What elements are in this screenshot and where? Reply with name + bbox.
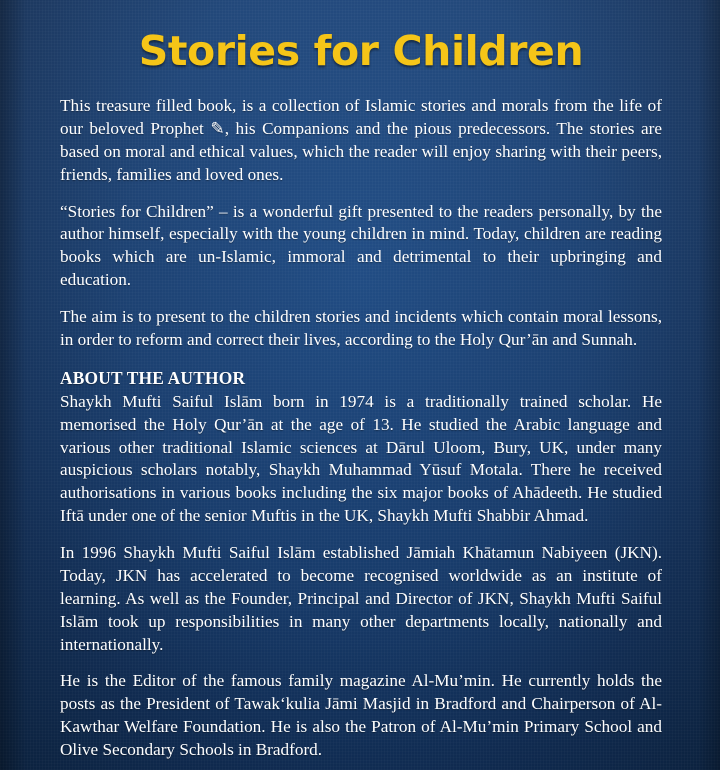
- blurb-paragraph-2: “Stories for Children” – is a wonderful gift presented to the readers personally, by the author himself, especially with the young children in mind. Today, children are reading books which are un-Islamic, immoral and detrimental to their upbringing and education.: [60, 201, 662, 290]
- author-paragraph-2: In 1996 Shaykh Mufti Saiful Islām established Jāmiah Khātamun Nabiyeen (JKN). Today, JKN has accelerated to become recognised worldwide as an institute of learning. As well as the Founder, Principal and Director of JKN, Shaykh Mufti Saiful Islām took up responsibilities in many other departments locally, nationally and internationally.: [60, 543, 662, 654]
- about-the-author-section: [60, 368, 662, 762]
- blurb-paragraph-3: The aim is to present to the children stories and incidents which contain moral lessons, in order to reform and correct their lives, according to the Holy Qur’ān and Sunnah.: [60, 307, 662, 349]
- blurb-section: [60, 95, 662, 352]
- author-paragraph-1: Shaykh Mufti Saiful Islām born in 1974 is a traditionally trained scholar. He memorised the Holy Qur’ān at the age of 13. He studied the Arabic language and various other traditional Islamic sciences at Dārul Uloom, Bury, UK, under many auspicious scholars notably, Shaykh Muhammad Yūsuf Motala. There he received authorisations in various books including the six major books of Ahādeeth. He studied Iftā under one of the senior Muftis in the UK, Shaykh Mufti Shabbir Ahmad.: [60, 391, 662, 526]
- blurb-paragraph-1: This treasure filled book, is a collection of Islamic stories and morals from the life of our beloved Prophet ✎, his Companions and the pious predecessors. The stories are based on moral and ethical values, which the reader will enjoy sharing with their peers, friends, families and loved ones.: [60, 96, 662, 184]
- author-paragraph-3: He is the Editor of the famous family magazine Al-Mu’min. He currently holds the posts as the President of Tawak‘kulia Jāmi Masjid in Bradford and Chairperson of Al-Kawthar Welfare Foundation. He is also the Patron of Al-Mu’min Primary School and Olive Secondary Schools in Bradford.: [60, 671, 662, 760]
- about-the-author-heading: ABOUT THE AUTHOR: [60, 367, 246, 388]
- page-title: Stories for Children: [138, 27, 584, 75]
